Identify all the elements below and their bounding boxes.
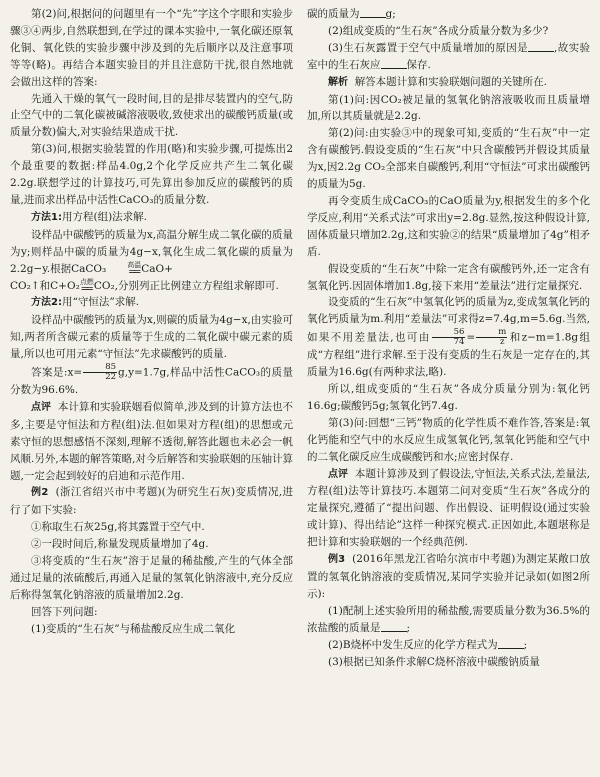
method-1-text-a: 设样品中碳酸钙的质量为x,高温分解生成二氧化碳的质量为y;则样品中碳的质量为4g−x,氧化生成二氧化碳的质量为2.2g−y.根据CaCO₃ [10, 228, 293, 275]
method-1-label: 方法1: [31, 211, 62, 223]
fraction-m-z: $\frac{m}{z}$ [476, 328, 507, 347]
analysis-q2-cont: 再令变质生成CaCO₃的CaO质量为y,根据发生的多个化学反应,利用“关系式法”可求出y=2.8g.显然,按这种假设计算,固体质量只增加2.2g,这和实验②的结果“质量增加了4g”相矛盾. [307, 194, 590, 258]
example-3-question-1 [307, 603, 590, 637]
example-3-question-2 [307, 637, 590, 654]
answer-blank [528, 41, 554, 52]
question-1-cont [307, 6, 590, 23]
method-2-label: 方法2: [31, 297, 62, 309]
answer-blank [381, 58, 407, 69]
example-2-label: 例2 [31, 487, 49, 499]
answer-text-a: 答案是:x= [31, 366, 83, 379]
answer-blank [498, 638, 524, 649]
questions-intro: 回答下列问题: [31, 605, 98, 618]
review-text: 本计算和实验联姻看似简单,涉及到的计算方法也不多,主要是守恒法和方程(组)法.但如果对方程(组)的思想或元素守恒的思想感悟不深刻,理解不透彻,解答此题也未必会一帆风顺.另外,本题的解答策略,对今后解答和实验联姻的压轴计算题,一定会起到较好的启迪和示范作用. [10, 400, 294, 482]
question-1: (1)变质的“生石灰”与稀盐酸反应生成二氧化 [31, 622, 236, 635]
question-3 [307, 40, 590, 74]
example-2-step-2: ②一段时间后,称量发现质量增加了4g. [31, 538, 209, 551]
method-1-heading [10, 209, 293, 227]
method-2-title: 用“守恒法”求解. [61, 296, 140, 309]
analysis-label: 解析 [328, 76, 348, 88]
analysis-q1: 第(1)问:因CO₂被足量的氢氧化钠溶液吸收而且质量增加,所以其质量就是2.2g. [307, 93, 590, 123]
paragraph-q3-analysis: 第(3)问,根据实验装置的作用(略)和实验步骤,可提炼出2个最重要的数据:样品4.0g,2个化学反应共产生二氧化碳2.2g.联想学过的计算技巧,可先算出参加反应的碳酸钙的质量,进而求出样品中活性CaCO₃的质量分数. [10, 143, 293, 206]
example-3-q2-end: ; [523, 638, 528, 651]
example-2-step-1: ①称取生石灰25g,将其露置于空气中. [31, 521, 205, 534]
question-3-text-b: ,故实验室中的生石灰应 [307, 41, 590, 71]
example-3-q2-text: (2)B烧杯中发生反应的化学方程式为 [328, 638, 498, 651]
answer-blank [381, 621, 407, 632]
method-1-text-b: CaO+ [141, 262, 173, 275]
analysis-heading [307, 74, 590, 92]
paragraph-q2-analysis: 第(2)问,根据问的问题里有一个“先”字这个字眼和实验步骤③④两步,自然联想到,在学过的课本实验中,一氧化碳还原氧化铜、氧化铁的实验步骤中涉及到的先后顺序以及注意事项等等(略)。再结合本题实验目的并且注意防干扰,很自然地就会做出这样的答案: [10, 8, 294, 88]
method-2-heading [10, 294, 293, 312]
review-paragraph [10, 399, 293, 485]
example-3-heading [307, 551, 590, 603]
review-label: 点评 [31, 401, 52, 413]
paragraph-answer-q2: 先通入干燥的氧气一段时间,目的是排尽装置内的空气,防止空气中的二氧化碳被碱溶液吸收,致使求出的碳酸钙质量(或质量分数)偏大,对实验结果造成干扰. [10, 92, 293, 139]
fraction-56-74: $\frac{56}{74}$ [432, 328, 466, 347]
analysis-difference-text-b: 和z−m=1.8g组成“方程组”进行求解.至于没有变质的生石灰是一定存在的,其质量为16.6g(有两种求法,略). [307, 331, 590, 379]
analysis-hypothesis: 假设变质的“生石灰”中除一定含有碳酸钙外,还一定含有氢氧化钙.因固体增加1.8g,接下来用“差量法”进行定量探究. [307, 262, 590, 292]
answer-line [10, 363, 293, 399]
method-1-body [10, 227, 293, 278]
analysis-difference-text-a: 设变质的“生石灰”中氢氧化钙的质量为z,变成氢氧化钙的氧化钙质量为m.利用“差量法”可求得z=7.4g,m=5.6g.当然,如果不用差量法,也可由 [307, 296, 590, 344]
condition-ignite: 点燃 ══ [79, 277, 94, 295]
right-column [307, 6, 590, 773]
analysis-text: 解答本题计算和实验联姻问题的关键所在. [354, 75, 548, 88]
example-3-label: 例3 [328, 554, 346, 566]
example-2-heading [10, 484, 293, 519]
method-1-body-cont [10, 278, 293, 295]
question-1-cont-text: 碳的质量为 [307, 8, 360, 20]
example-3-question-3: (3)根据已知条件求解C烧杯溶液中碳酸钠质量 [328, 655, 540, 668]
answer-fraction: $\frac{85}{22}$ [83, 363, 117, 382]
question-1-cont-end: g; [385, 8, 396, 20]
analysis-q2: 第(2)问:由实验③中的现象可知,变质的“生石灰”中一定含有碳酸钙.假设变质的“生石灰”中只含碳酸钙并假设其质量为x,因2.2g CO₂全部来自碳酸钙,利用“守恒法”可求出碳酸钙的质量为5g. [307, 127, 590, 191]
review-2-label: 点评 [328, 468, 349, 480]
condition-high-temp: 高温 ══ [127, 260, 142, 278]
review-2-paragraph [307, 466, 590, 552]
question-3-text-a: (3)生石灰露置于空气中质量增加的原因是 [328, 41, 529, 54]
method-1-text-c: CO₂↑和C+O₂ [10, 279, 80, 292]
example-2-text: (浙江省绍兴市中考题)(为研究生石灰)变质情况,进行了如下实验: [10, 486, 293, 517]
example-2-step-3: ③将变质的“生石灰”溶于足量的稀盐酸,产生的气体全部通过足量的浓硫酸后,再通入足量的氢氧化钠溶液中,充分反应后称得氢氧化钠溶液的质量增加2.2g. [10, 555, 293, 601]
example-3-q1-text: (1)配制上述实验所用的稀盐酸,需要质量分数为36.5%的浓盐酸的质量是 [307, 604, 590, 634]
question-2: (2)组成变质的“生石灰”各成分质量分数为多少? [328, 24, 549, 37]
answer-blank [360, 7, 386, 18]
answer-text-b: g,y=1.7g,样品中活性CaCO₃的质量分数为96.6%. [10, 366, 293, 397]
analysis-q3: 第(3)问:回想“三钙”物质的化学性质不难作答,答案是:氧化钙能和空气中的水反应生成氢氧化钙,氢氧化钙能和空气中的二氧化碳反应生成碳酸钙和水;应密封保存. [307, 416, 590, 463]
analysis-difference: 设变质的“生石灰”中氢氧化钙的质量为z,变成氢氧化钙的氧化钙质量为m.利用“差量法”可求得z=7.4g,m=5.6g.当然,如果不用差量法,也可由 $\frac{56}{74}$ = $\frac{m}{z}$ 和z−m=1.8g组成“方程组”进行求解.至于没有变质的生石灰是一定存在的,其质量为16.6g(有两种求法,略). [307, 296, 590, 379]
question-3-text-c: 保存. [406, 58, 431, 71]
left-column [10, 6, 293, 773]
example-3-text: (2016年黑龙江省哈尔滨市中考题)为测定某敞口放置的氢氧化钠溶液的变质情况,某同学实验并记录如(如图2所示): [307, 553, 590, 600]
review-2-text: 本题计算涉及到了假设法,守恒法,关系式法,差量法,方程(组)法等计算技巧.本题第二问对变质“生石灰”各成分的定量探究,遵循了“提出问题、作出假设、证明假设(通过实验或计算)、得出结论”这样一种探究模式.正因如此,本题堪称是把计算和实验联姻的一个经典范例. [307, 467, 590, 549]
method-2-body: 设样品中碳酸钙的质量为x,则碳的质量为4g−x,由实验可知,两者所含碳元素的质量等于生成的二氧化碳中碳元素的质量,所以也可用元素“守恒法”先求碳酸钙的质量. [10, 314, 293, 361]
analysis-composition: 所以,组成变质的“生石灰”各成分质量分别为:氧化钙16.6g;碳酸钙5g;氢氧化钙7.4g. [307, 383, 590, 412]
method-1-title: 用方程(组)法求解. [61, 210, 147, 223]
example-3-q1-end: ; [406, 621, 411, 634]
method-1-text-d: CO₂,分别列正比例建立方程组求解即可. [93, 279, 279, 292]
